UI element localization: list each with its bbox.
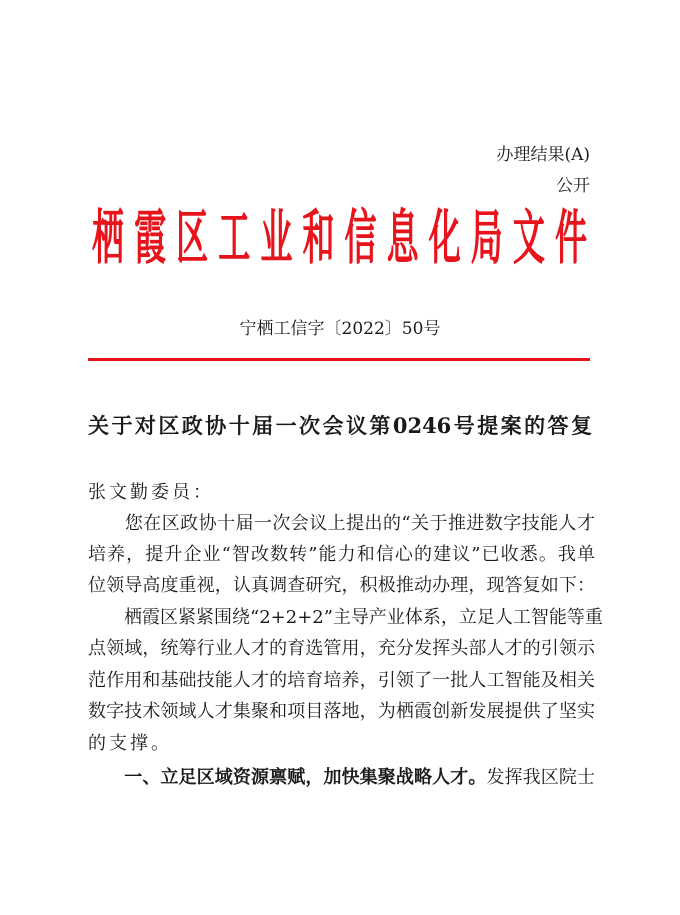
section-1-text: 发挥我区院士 [486,767,596,788]
reply-heading: 关于对区政协十届一次会议第0246号提案的答复 [88,413,592,438]
body-line: 您在区政协十届一次会议上提出的“关于推进数字技能人才 [88,513,595,534]
body-line: 点领域，统筹行业人才的育选管用，充分发挥头部人才的引领示 [88,638,595,659]
body-line: 数字技术领域人才集聚和项目落地，为栖霞创新发展提供了坚实 [88,701,595,722]
body-line: 位领导高度重视，认真调查研究，积极推动办理，现答复如下： [88,575,595,596]
red-divider [88,358,590,361]
section-1-heading: 一、立足区域资源禀赋，加快集聚战略人才。 [88,767,487,788]
body-line: 培养，提升企业“智改数转”能力和信心的建议”已收悉。我单 [88,544,595,565]
document-title: 栖霞区工业和信息化局文件 [92,202,588,273]
body-line: 栖霞区紧紧围绕“2+2+2”主导产业体系，立足人工智能等重 [88,607,603,628]
result-label: 办理结果(A) [496,145,590,165]
section-1-line [88,766,595,790]
body-line: 的支撑。 [88,733,172,754]
document-number: 宁栖工信字〔2022〕50号 [239,319,441,339]
disclosure-label: 公开 [556,176,590,196]
salutation: 张文勤委员： [88,482,214,503]
body-line: 范作用和基础技能人才的培育培养，引领了一批人工智能及相关 [88,670,595,691]
